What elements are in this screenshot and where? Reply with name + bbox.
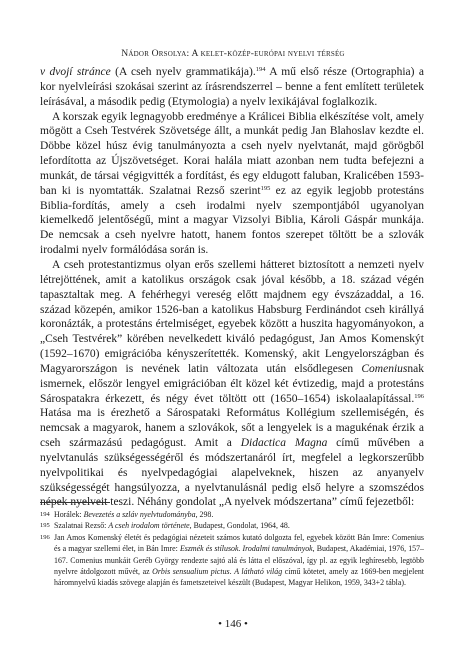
footnote-ref-194[interactable]: 194 — [255, 66, 266, 73]
text-span: Horálek: — [54, 510, 84, 519]
italic-text: Didactica Magna — [240, 437, 328, 450]
italic-text: A cseh irodalom története — [108, 521, 190, 531]
footnote-number: 195 — [40, 522, 50, 530]
footnote-divider — [40, 502, 110, 503]
footnote-195 — [40, 520, 424, 531]
italic-text: Eszmék és stílusok. Irodalmi tanulmányok — [179, 544, 313, 554]
paragraph-2 — [40, 110, 424, 258]
running-head: Nádor Orsolya: A kelet-közép-európai nyelvi térség — [121, 48, 345, 59]
text-span: Hatása ma is érezhető a Sárospataki Református Kollégium szellemiségén, és nemcsak a magyarok, hanem a szlovákok, sőt a lengyelek is a magukénak érzik a cseh származású pedagógust. Amit a — [40, 407, 424, 450]
italic-text: Comenius — [361, 362, 408, 375]
footnote-196 — [40, 532, 424, 589]
paragraph-3 — [40, 258, 424, 510]
footnote-ref-196[interactable]: 196 — [414, 392, 424, 400]
italic-text: Orbis sensualium pictus — [152, 567, 230, 577]
footnote-text — [54, 509, 424, 520]
footnote-text — [54, 520, 424, 531]
italic-text: Bevezetés a szláv nyelvtudományba — [83, 510, 196, 519]
text-span: . — [229, 567, 235, 577]
italic-text: A látható világ — [234, 567, 283, 577]
text-span: , Budapest, Akadémiai, 1976, 157–167. Comenius munkáit Geréb György rendezte sajtó alá és látta el előszóval, így pl. az egyik leghíresebb, legtöbb nyelvre átdolgozott művét, az — [54, 544, 424, 577]
footnote-text — [54, 532, 424, 589]
text-span: című művében a nyelvtanulás szükségességéről és módszertanáról írt, megfelel a legkorszerűbb nyelvpolitikai és nyelvpedagógiai alapelveknek, hiszen az anyanyelv szükségességét hangsúlyozza, a nyelvtanulásnál pedig első helyre a szomszédos népek nyelveit teszi. Néhány gondolat „A nyelvek módszertana” című fejezetből: — [40, 437, 424, 509]
text-span: A korszak egyik legnagyobb eredménye a Králicei Biblia elkészítése volt, amely mögött a Cseh Testvérek Szövetsége állt, a munkát pedig Jan Blahoslav kezdte el. Döbbe közel húsz évig tanulmányozta a cseh nyelv nyelvtanát, majd görögből lefordította az Újszövetséget. Korai halála miatt azonban nem tudta befejezni a munkát, de társai végigvitték a fordítást, és egy eldugott faluban, Kralicében 1593-ban ki is nyomtatták. Szalatnai Rezső szerint — [40, 110, 424, 197]
text-span: A cseh protestantizmus olyan erős szellemi hátteret biztosított a nemzeti nyelv létrejöttének, amit a katolikus országok csak jóval később, a 18. század végén tapasztaltak meg. A fehérhegyi vereség előtt majdnem egy évszázaddal, a 16. század közepén, amikor 1526-ban a katolikus Habsburg Ferdinándot cseh királlyá koronázták, a protestáns értelmiséget, egyebek között a huszita hagyományokon, a „Cseh Testvérek” körében nevelkedett kiváló pedagógust, Jan Amos Komenskýt (1592–1670) emigrációba kényszerítették. Komenský, akit Lengyelországban és Magyarországon is nevének latin változata után elsődlegesen — [40, 258, 424, 375]
italic-text: v dvojí stránce — [40, 66, 111, 78]
text-span: , Budapest, Gondolat, 1964, 48. — [189, 521, 290, 531]
body-text — [40, 65, 424, 510]
footnotes — [40, 509, 424, 589]
paragraph-1 — [40, 65, 424, 110]
footnote-ref-195[interactable]: 195 — [260, 184, 271, 192]
text-span: Jan Amos Komenský életét és pedagógiai nézeteit számos kutató dolgozta fel, egyebek között Bán Imre: Comenius és a magyar szellemi élet, in Bán Imre: — [54, 532, 424, 554]
page-number: • 146 • — [218, 618, 248, 630]
footnote-194 — [40, 509, 424, 520]
text-span: , 298. — [195, 510, 214, 519]
text-span: Szalatnai Rezső: — [54, 521, 109, 531]
text-span: (A cseh nyelv grammatikája). — [110, 66, 256, 78]
text-span: nak ismernek, először lengyel emigrációban élt közel két évtizedig, majd a protestáns Sárospatakra érkezett, és négy évet töltött ott (1650–1654) iskolaalapítással. — [40, 362, 424, 405]
text-span: című kötetet, amely az 1669-ben megjelent háromnyelvű kiadás szövege alapján és fametszeteivel készült (Budapest, Magyar Helikon, 1959, 343+2 tábla). — [54, 567, 424, 588]
footnote-number: 196 — [40, 533, 50, 541]
text-span: ez az egyik legjobb protestáns Biblia-fordítás, amely a cseh irodalmi nyelv szempontjából ugyanolyan kiemelkedő jelentőségű, mint a magyar Vizsolyi Biblia, Károli Gáspár munkája. De nemcsak a cseh nyelvre hatott, hanem fontos szerepet töltött be a szlovák irodalmi nyelv formálódása során is. — [40, 184, 424, 257]
text-span: A mű első része (Ortographia) a kor nyelvleírási szokásai szerint az írásrendszerrel – benne a fent említett területek leírásával, a második pedig (Etymologia) a nyelv lexikájával foglalkozik. — [40, 66, 424, 108]
footnote-number: 194 — [40, 511, 50, 518]
